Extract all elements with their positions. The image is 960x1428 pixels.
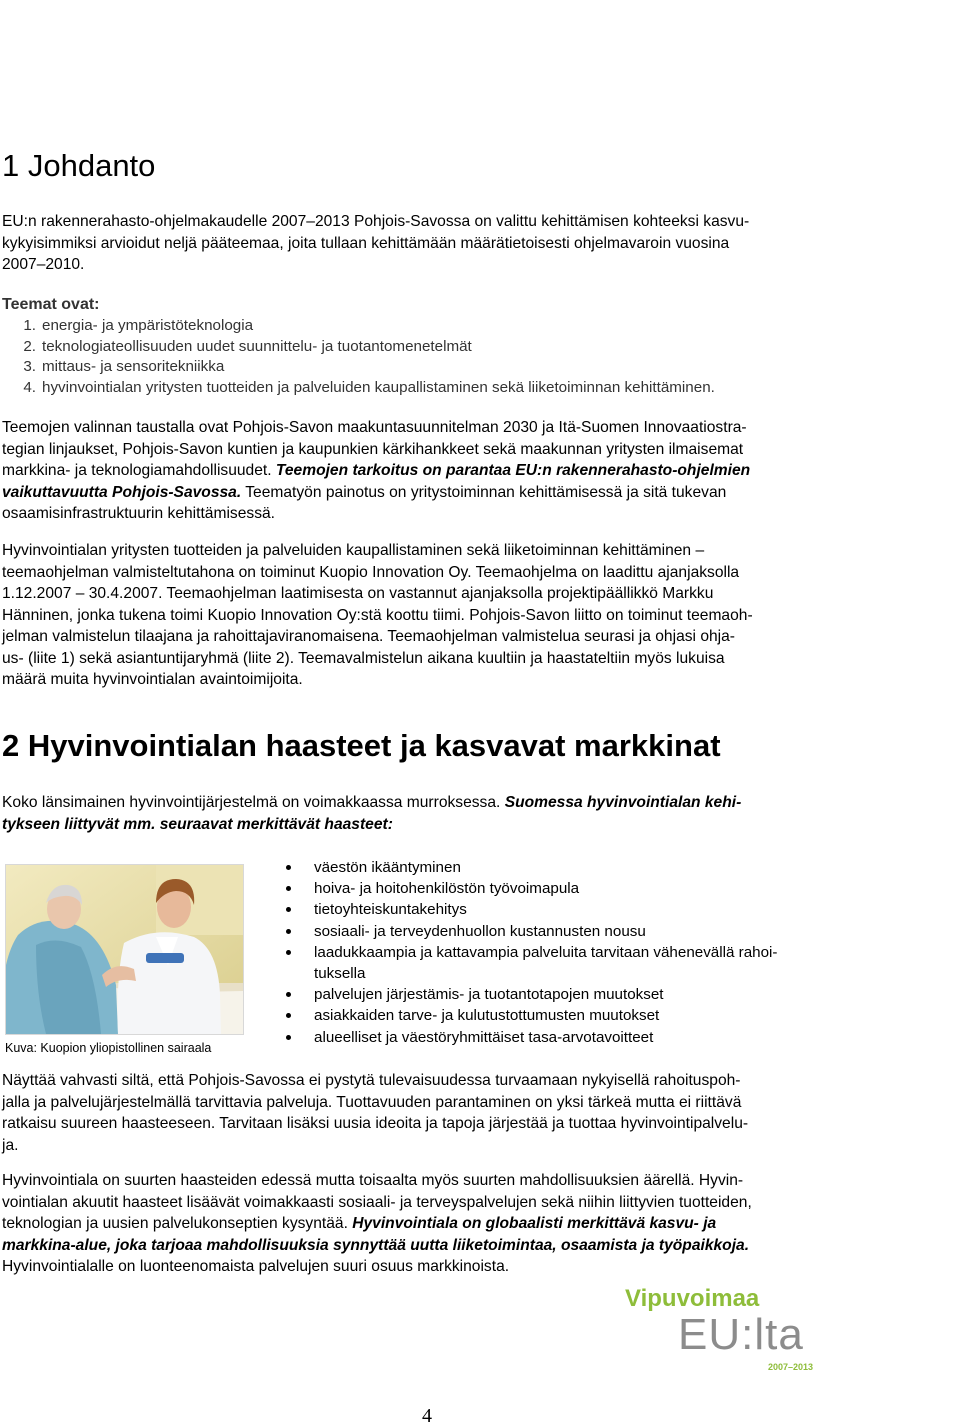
list-item: palvelujen järjestämis- ja tuotantotapojen muutokset	[285, 984, 865, 1005]
bullet-icon	[286, 886, 291, 891]
list-item: alueelliset ja väestöryhmittäiset tasa-arvotavoitteet	[285, 1027, 865, 1048]
themes-list	[2, 316, 715, 398]
text-line: 2007–2010.	[2, 256, 85, 273]
list-item: 1. energia- ja ympäristöteknologia	[23, 317, 254, 334]
text-line: kykyisimmiksi arvioidut neljä pääteemaa, joita tullaan kehittämään määrätietoisesti ohjelmavaroin vuosina	[2, 234, 730, 252]
text-line: Hyvinvointialan yritysten tuotteiden ja palveluiden kaupallistaminen sekä liiketoiminnan kehittäminen –	[2, 542, 705, 559]
challenges-intro	[2, 792, 872, 835]
text-line: tegian linjaukset, Pohjois-Savon kuntien ja kaupunkien kärkihankkeet sekä maakunnan yritysten ilmaisemat	[2, 440, 744, 458]
svg-text:Vipuvoimaa: Vipuvoimaa	[625, 1285, 760, 1312]
text-line: määrä muita hyvinvointialan avaintoimijoita.	[2, 671, 303, 688]
intro-paragraph	[2, 211, 872, 276]
background-paragraph	[2, 417, 872, 525]
list-item: laadukkaampia ja kattavampia palveluita tarvitaan vähenevällä rahoi- tuksella	[285, 942, 865, 984]
text-line: vaikuttavuutta Pohjois-Savossa. Teematyön painotus on yritystoiminnan kehittämisessä ja sitä tukevan	[2, 483, 727, 501]
text-line: 1.12.2007 – 30.4.2007. Teemaohjelman laatimisesta on vastannut ajanjaksolla projektipäällikkö Markku	[2, 585, 714, 602]
list-item: asiakkaiden tarve- ja kulutustottumusten muutokset	[285, 1005, 865, 1026]
text-line: ratkaisu suureen haasteeseen. Tarvitaan lisäksi uusia ideoita ja tapoja järjestää ja tuottaa hyvinvointipalvelu-	[2, 1115, 749, 1132]
section-1-heading: 1 Johdanto	[2, 148, 156, 183]
bullet-icon	[286, 992, 291, 997]
text-line: Koko länsimainen hyvinvointijärjestelmä on voimakkaassa murroksessa. Suomessa hyvinvointialan kehi-	[2, 794, 742, 811]
vipuvoimaa-eu-logo	[620, 1284, 830, 1374]
hospital-photo	[5, 864, 244, 1035]
list-item: tietoyhteiskuntakehitys	[285, 899, 865, 920]
list-item: 4. hyvinvointialan yritysten tuotteiden ja palveluiden kaupallistaminen sekä liiketoiminnan kehittäminen.	[23, 378, 715, 396]
text-line: osaamisinfrastruktuurin kehittämisessä.	[2, 505, 275, 522]
opportunities-paragraph	[2, 1170, 872, 1278]
photo-caption: Kuva: Kuopion yliopistollinen sairaala	[5, 1041, 212, 1055]
text-line: Näyttää vahvasti siltä, että Pohjois-Savossa ei pystytä tulevaisuudessa turvaamaan nykyisellä rahoituspoh-	[2, 1072, 741, 1089]
text-line: Teemojen valinnan taustalla ovat Pohjois-Savon maakuntasuunnitelman 2030 ja Itä-Suomen Innovaatiostra-	[2, 419, 747, 436]
program-paragraph	[2, 540, 872, 691]
list-item: 3. mittaus- ja sensoritekniikka	[23, 358, 225, 375]
text-line: us- (liite 1) sekä asiantuntijaryhmä (liite 2). Teemavalmistelun aikana kuultiin ja haastateltiin myös lukuisa	[2, 649, 725, 667]
challenges-list	[285, 857, 865, 1048]
text-line: vointialan akuutit haasteet lisäävät voimakkaasti sosiaali- ja terveyspalvelujen sekä niihin liittyvien tuotteiden,	[2, 1193, 752, 1211]
text-line: jalla ja palvelujärjestelmällä tarvittavia palveluja. Tuottavuuden parantaminen on yksi tärkeä mutta ei riittävä	[2, 1093, 742, 1111]
page-number: 4	[422, 1405, 432, 1427]
text-line: Hyvinvointiala on suurten haasteiden edessä mutta toisaalta myös suurten mahdollisuuksien äärellä. Hyvin-	[2, 1172, 744, 1189]
text-line: tykseen liittyvät mm. seuraavat merkittävät haasteet:	[2, 815, 393, 833]
text-line: EU:n rakennerahasto-ohjelmakaudelle 2007–2013 Pohjois-Savossa on valittu kehittämisen kohteeksi kasvu-	[2, 213, 750, 230]
text-line: markkina- ja teknologiamahdollisuudet. Teemojen tarkoitus on parantaa EU:n rakennerahasto-ohjelmien	[2, 462, 751, 479]
section-2-heading: 2 Hyvinvointialan haasteet ja kasvavat markkinat	[2, 728, 721, 763]
list-item: väestön ikääntyminen	[285, 857, 865, 878]
text-line: Hyvinvointialalle on luonteenomaista palvelujen suuri osuus markkinoista.	[2, 1258, 510, 1275]
svg-text:2007–2013: 2007–2013	[768, 1362, 814, 1372]
funding-paragraph	[2, 1070, 872, 1156]
bullet-icon	[286, 865, 291, 870]
list-item: sosiaali- ja terveydenhuollon kustannusten nousu	[285, 921, 865, 942]
bullet-icon	[286, 1035, 291, 1040]
themes-label: Teemat ovat:	[2, 296, 100, 313]
text-line: Hänninen, jonka tukena toimi Kuopio Innovation Oy:stä koottu tiimi. Pohjois-Savon liitto on toiminut teemaoh-	[2, 606, 753, 624]
bullet-icon	[286, 907, 291, 912]
text-line: markkina-alue, joka tarjoaa mahdollisuuksia synnyttää uutta liiketoimintaa, osaamista ja työpaikkoja.	[2, 1236, 750, 1254]
text-line: jelman valmistelun tilaajana ja rahoittajaviranomaisena. Teemaohjelman valmistelua seurasi ja ohjasi ohja-	[2, 628, 736, 645]
text-line: teemaohjelman valmisteltutahona on toiminut Kuopio Innovation Oy. Teemaohjelma on laadittu ajanjaksolla	[2, 563, 740, 581]
svg-text:EU:lta: EU:lta	[678, 1310, 804, 1359]
text-line: ja.	[2, 1136, 19, 1154]
text-line: teknologian ja uusien palvelukonseptien kysyntää. Hyvinvointiala on globaalisti merkittävä kasvu- ja	[2, 1215, 717, 1232]
list-item: 2. teknologiateollisuuden uudet suunnittelu- ja tuotantomenetelmät	[23, 337, 472, 355]
bullet-icon	[286, 929, 291, 934]
bullet-icon	[286, 950, 291, 955]
list-item: hoiva- ja hoitohenkilöstön työvoimapula	[285, 878, 865, 899]
bullet-icon	[286, 1013, 291, 1018]
